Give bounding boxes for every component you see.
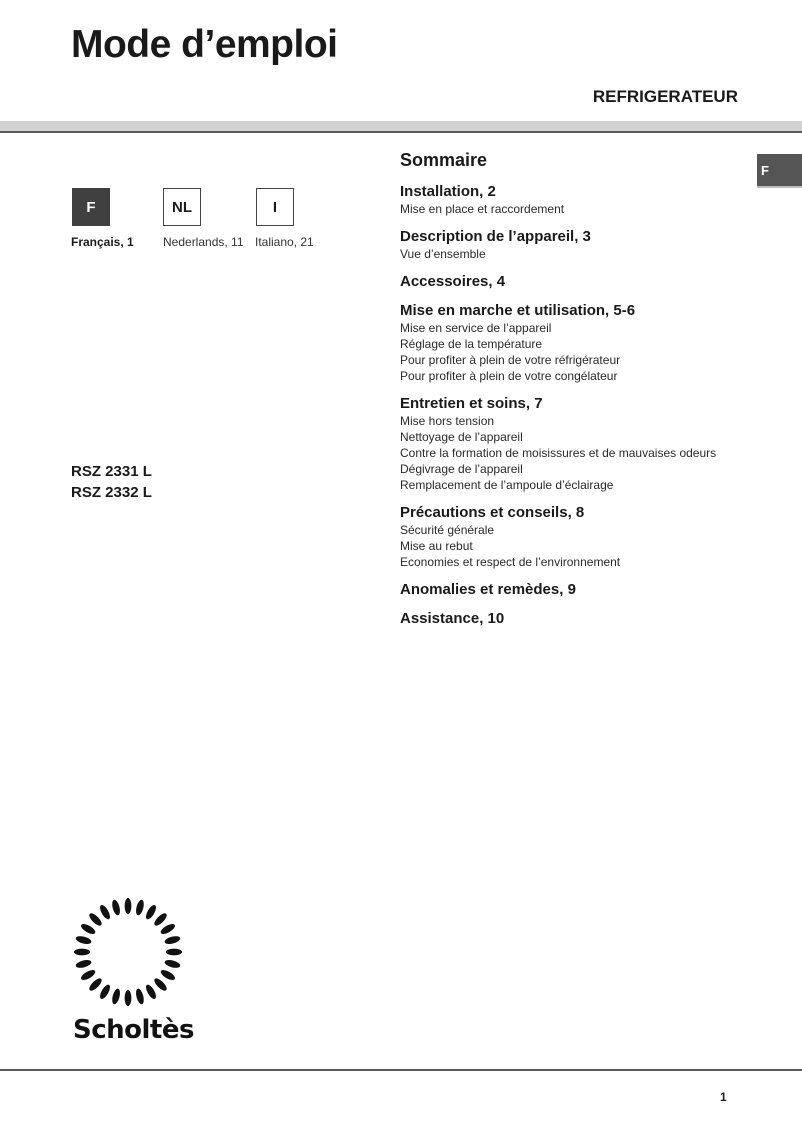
toc-subitem: Sécurité générale [400,523,495,537]
product-type: REFRIGERATEUR [592,87,738,106]
toc-heading[interactable]: Précautions et conseils, 8 [400,504,585,521]
language-box-nl[interactable] [163,188,201,226]
toc-subitem: Mise au rebut [400,539,473,553]
toc-section-precautions [400,504,760,570]
toc-subitem: Réglage de la température [400,337,543,351]
toc-section-entretien [400,395,760,493]
page-number: 1 [720,1090,727,1104]
toc-section-mise-en-marche [400,302,760,384]
toc-subitem: Contre la formation de moisissures et de mauvaises odeurs [400,446,717,460]
language-label-fr[interactable]: Français, 1 [71,235,134,249]
toc-heading[interactable]: Installation, 2 [400,183,496,200]
language-box-fr[interactable] [72,188,110,226]
toc-section-anomalies [400,581,760,599]
language-code: F [86,198,96,216]
toc-subitem: Mise en service de l’appareil [400,321,552,335]
toc-heading[interactable]: Anomalies et remèdes, 9 [400,581,576,598]
toc-heading[interactable]: Mise en marche et utilisation, 5-6 [400,302,636,319]
toc-heading[interactable]: Accessoires, 4 [400,273,506,290]
language-code: NL [172,198,192,216]
language-label-nl[interactable]: Nederlands, 11 [163,235,244,249]
toc-subitem: Nettoyage de l’appareil [400,430,523,444]
toc-subitem: Pour profiter à plein de votre réfrigérateur [400,353,621,367]
toc-heading[interactable]: Entretien et soins, 7 [400,395,543,412]
toc-subitem: Economies et respect de l’environnement [400,555,621,569]
toc-subitem: Vue d’ensemble [400,247,486,261]
model-number: RSZ 2332 L [71,484,152,501]
side-tab-label: F [761,163,769,178]
brand-logo [68,895,194,1047]
language-box-it[interactable] [256,188,294,226]
toc-subitem: Dégivrage de l’appareil [400,462,523,476]
toc-section-description [400,228,760,262]
sun-petal-ring-icon [68,895,188,1010]
toc-section-installation [400,183,760,217]
language-side-tab[interactable] [757,154,802,188]
toc-subitem: Mise hors tension [400,414,495,428]
language-label-it[interactable]: Italiano, 21 [255,235,314,249]
toc-heading[interactable]: Assistance, 10 [400,610,505,627]
table-of-contents [400,149,760,639]
toc-subitem: Mise en place et raccordement [400,202,565,216]
model-list [71,461,152,503]
model-number: RSZ 2331 L [71,463,152,480]
brand-name: Scholtès [73,1015,194,1045]
language-code: I [272,198,278,216]
header-divider [0,131,802,133]
toc-subitem: Remplacement de l’ampoule d’éclairage [400,478,614,492]
toc-subitem: Pour profiter à plein de votre congélateur [400,369,618,383]
footer-divider [0,1069,802,1071]
toc-heading[interactable]: Description de l’appareil, 3 [400,228,591,245]
toc-title: Sommaire [400,150,488,170]
toc-section-assistance [400,610,760,628]
page-title: Mode d’emploi [71,23,338,66]
toc-section-accessoires [400,273,760,291]
